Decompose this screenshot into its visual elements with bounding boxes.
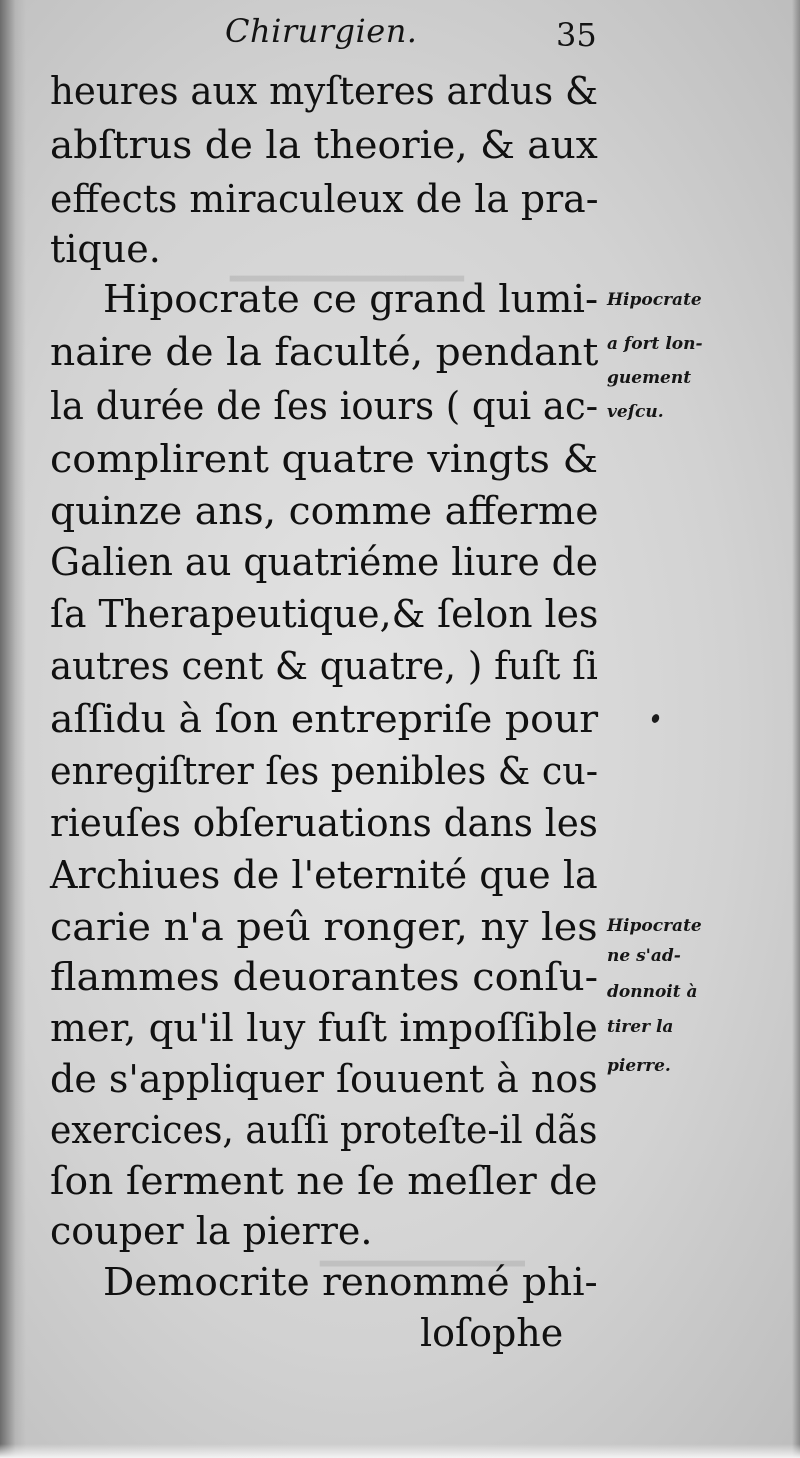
show-through: ▁▁▁▁▁▁▁ bbox=[320, 1222, 525, 1266]
text-line: effects miraculeux de la pra- bbox=[50, 177, 599, 221]
margin-note-line: Hipocrate bbox=[607, 290, 702, 310]
text-line: complirent quatre vingts & bbox=[50, 437, 598, 481]
text-line: abſtrus de la theorie, & aux bbox=[50, 123, 598, 167]
text-line: aſſidu à ſon entrepriſe pour bbox=[50, 697, 599, 741]
text-line: couper la pierre. bbox=[50, 1209, 373, 1253]
text-line: quinze ans, comme afferme bbox=[50, 489, 599, 533]
page-gutter-shadow bbox=[0, 0, 26, 1458]
text-line: ſon ſerment ne ſe meſler de bbox=[50, 1159, 598, 1203]
text-line: enregiſtrer ſes penibles & cu- bbox=[50, 749, 599, 793]
text-line: Democrite renommé phi- bbox=[103, 1260, 598, 1304]
text-line: de s'appliquer ſouuent à nos bbox=[50, 1057, 598, 1101]
page-number: 35 bbox=[556, 16, 597, 54]
text-line: flammes deuorantes conſu- bbox=[50, 955, 599, 999]
text-line: heures aux myſteres ardus & bbox=[50, 69, 598, 113]
text-line: ſa Therapeutique,& ſelon les bbox=[50, 592, 599, 636]
text-line: la durée de ſes iours ( qui ac- bbox=[50, 384, 599, 428]
running-head: Chirurgien. bbox=[225, 12, 418, 50]
margin-note-line: guement bbox=[607, 368, 692, 388]
margin-note-line: veſcu. bbox=[607, 402, 664, 422]
ink-speck bbox=[650, 713, 660, 724]
text-line: Archiues de l'eternité que la bbox=[50, 853, 598, 897]
text-line: Galien au quatriéme liure de bbox=[50, 540, 598, 584]
page-edge-shadow bbox=[792, 0, 800, 1458]
margin-note-line: ne s'ad- bbox=[607, 946, 681, 966]
text-line: naire de la faculté, pendant bbox=[50, 330, 599, 374]
text-line: Hipocrate ce grand lumi- bbox=[103, 277, 599, 321]
margin-note-line: donnoit à bbox=[607, 982, 698, 1002]
margin-note-line: tirer la bbox=[607, 1017, 674, 1037]
margin-note-line: pierre. bbox=[607, 1056, 671, 1076]
text-line: loſophe bbox=[420, 1311, 564, 1355]
text-line: autres cent & quatre, ) fuſt ſi bbox=[50, 644, 598, 688]
margin-note-line: a fort lon- bbox=[607, 334, 703, 354]
text-line: carie n'a peû ronger, ny les bbox=[50, 905, 598, 949]
margin-note-line: Hipocrate bbox=[607, 916, 702, 936]
text-line: mer, qu'il luy fuſt impoſſible bbox=[50, 1006, 598, 1050]
page-bottom-edge bbox=[0, 1444, 800, 1458]
text-line: tique. bbox=[50, 227, 161, 271]
text-line: exercices, auſſi proteſte-il dãs bbox=[50, 1108, 598, 1152]
text-line: rieuſes obſeruations dans les bbox=[50, 801, 598, 845]
show-through: ▁▁▁▁▁▁▁▁ bbox=[230, 237, 464, 281]
